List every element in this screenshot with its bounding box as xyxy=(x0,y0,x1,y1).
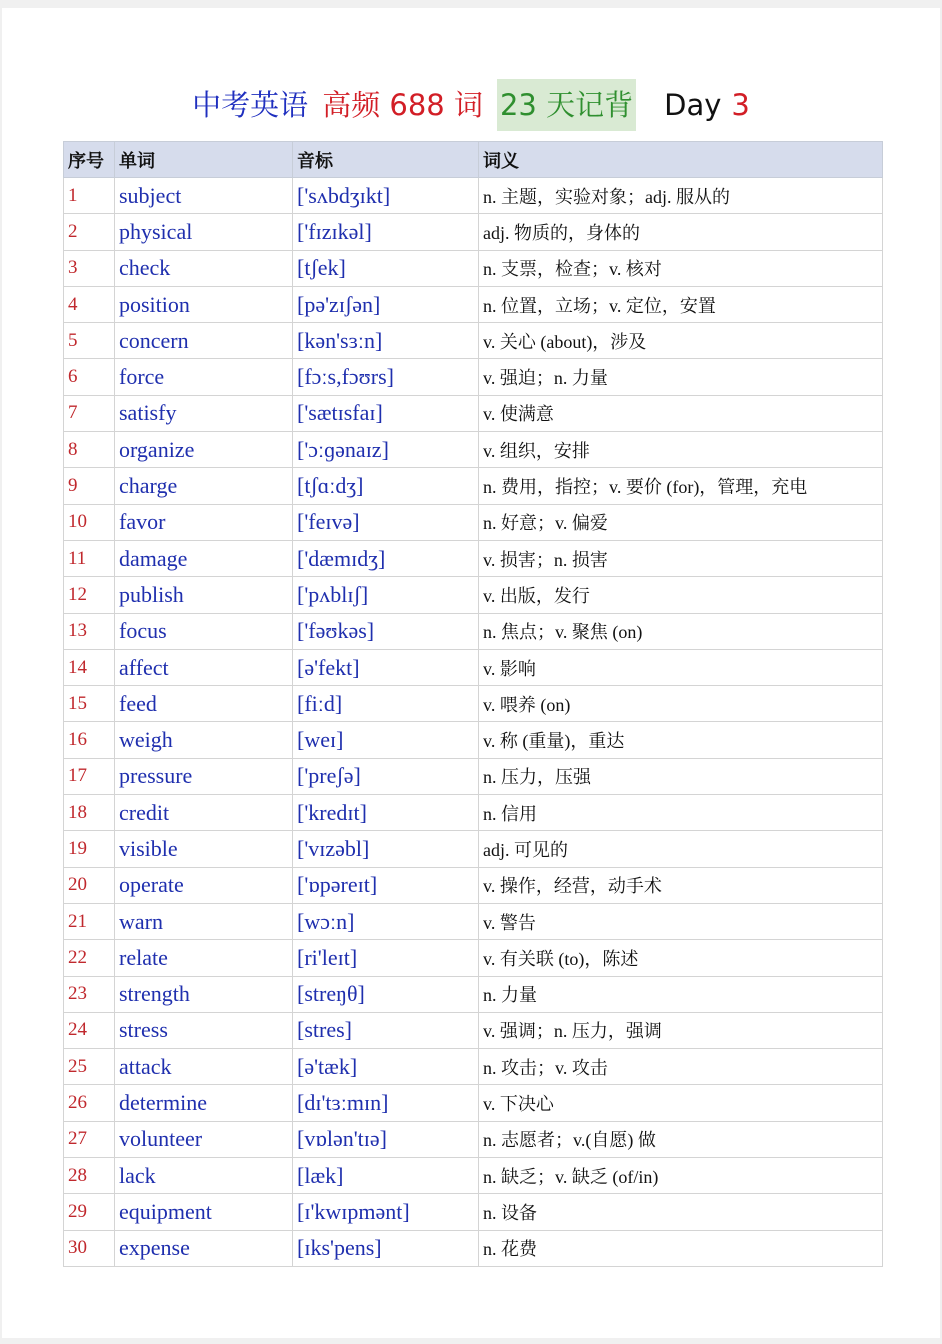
table-row xyxy=(64,1194,883,1230)
row-number: 21 xyxy=(64,903,115,939)
table-row xyxy=(64,1085,883,1121)
row-word: warn xyxy=(115,903,293,939)
page-title xyxy=(0,76,942,134)
row-word: force xyxy=(115,359,293,395)
row-meaning: n. 缺乏；v. 缺乏 (of/in) xyxy=(479,1158,883,1194)
row-number: 11 xyxy=(64,540,115,576)
row-word: check xyxy=(115,250,293,286)
row-meaning: v. 有关联 (to)，陈述 xyxy=(479,940,883,976)
row-phonetic: ['kredɪt] xyxy=(293,795,479,831)
row-number: 1 xyxy=(64,178,115,214)
row-meaning: n. 好意；v. 偏爱 xyxy=(479,504,883,540)
row-meaning: v. 强调；n. 压力，强调 xyxy=(479,1012,883,1048)
row-word: visible xyxy=(115,831,293,867)
row-number: 10 xyxy=(64,504,115,540)
table-row xyxy=(64,867,883,903)
row-number: 29 xyxy=(64,1194,115,1230)
row-word: favor xyxy=(115,504,293,540)
row-number: 13 xyxy=(64,613,115,649)
row-number: 23 xyxy=(64,976,115,1012)
row-phonetic: [fɔːs,fɔʊrs] xyxy=(293,359,479,395)
row-meaning: n. 信用 xyxy=(479,795,883,831)
table-row xyxy=(64,649,883,685)
row-meaning: v. 警告 xyxy=(479,903,883,939)
row-meaning: v. 损害；n. 损害 xyxy=(479,540,883,576)
table-row xyxy=(64,976,883,1012)
title-day-number: 3 xyxy=(731,88,750,122)
table-row xyxy=(64,1012,883,1048)
row-number: 8 xyxy=(64,432,115,468)
row-meaning: v. 关心 (about)，涉及 xyxy=(479,323,883,359)
row-phonetic: ['fɪzɪkəl] xyxy=(293,214,479,250)
row-word: volunteer xyxy=(115,1121,293,1157)
row-phonetic: [læk] xyxy=(293,1158,479,1194)
row-phonetic: [fiːd] xyxy=(293,686,479,722)
row-number: 20 xyxy=(64,867,115,903)
row-number: 12 xyxy=(64,577,115,613)
row-word: strength xyxy=(115,976,293,1012)
row-meaning: n. 费用，指控；v. 要价 (for)，管理，充电 xyxy=(479,468,883,504)
row-meaning: v. 组织，安排 xyxy=(479,432,883,468)
row-phonetic: [wɔːn] xyxy=(293,903,479,939)
row-word: damage xyxy=(115,540,293,576)
row-number: 9 xyxy=(64,468,115,504)
row-word: organize xyxy=(115,432,293,468)
row-word: affect xyxy=(115,649,293,685)
row-meaning: adj. 可见的 xyxy=(479,831,883,867)
table-row xyxy=(64,250,883,286)
row-word: focus xyxy=(115,613,293,649)
row-phonetic: ['fəʊkəs] xyxy=(293,613,479,649)
row-number: 16 xyxy=(64,722,115,758)
row-number: 19 xyxy=(64,831,115,867)
row-meaning: n. 设备 xyxy=(479,1194,883,1230)
row-meaning: v. 出版，发行 xyxy=(479,577,883,613)
table-row xyxy=(64,504,883,540)
header-meaning: 词义 xyxy=(479,142,883,178)
row-meaning: n. 焦点；v. 聚焦 (on) xyxy=(479,613,883,649)
row-meaning: v. 下决心 xyxy=(479,1085,883,1121)
row-word: weigh xyxy=(115,722,293,758)
row-phonetic: ['ɒpəreɪt] xyxy=(293,867,479,903)
table-row xyxy=(64,432,883,468)
table-row xyxy=(64,758,883,794)
row-meaning: v. 强迫；n. 力量 xyxy=(479,359,883,395)
row-meaning: n. 支票，检查；v. 核对 xyxy=(479,250,883,286)
row-number: 17 xyxy=(64,758,115,794)
row-phonetic: [stres] xyxy=(293,1012,479,1048)
table-row xyxy=(64,540,883,576)
row-word: stress xyxy=(115,1012,293,1048)
row-word: subject xyxy=(115,178,293,214)
row-phonetic: ['vɪzəbl] xyxy=(293,831,479,867)
row-phonetic: ['pʌblɪʃ] xyxy=(293,577,479,613)
row-word: relate xyxy=(115,940,293,976)
row-number: 6 xyxy=(64,359,115,395)
row-meaning: n. 位置，立场；v. 定位，安置 xyxy=(479,286,883,322)
row-word: operate xyxy=(115,867,293,903)
row-phonetic: ['sætɪsfaɪ] xyxy=(293,395,479,431)
row-word: lack xyxy=(115,1158,293,1194)
row-phonetic: ['feɪvə] xyxy=(293,504,479,540)
row-number: 5 xyxy=(64,323,115,359)
vocabulary-table xyxy=(63,141,883,1267)
row-phonetic: [kən'sɜːn] xyxy=(293,323,479,359)
row-phonetic: [ri'leɪt] xyxy=(293,940,479,976)
table-row xyxy=(64,1158,883,1194)
table-row xyxy=(64,286,883,322)
row-phonetic: [ə'fekt] xyxy=(293,649,479,685)
row-phonetic: [dɪ'tɜːmɪn] xyxy=(293,1085,479,1121)
table-row xyxy=(64,1121,883,1157)
row-meaning: v. 称 (重量)，重达 xyxy=(479,722,883,758)
table-row xyxy=(64,903,883,939)
row-meaning: v. 操作，经营，动手术 xyxy=(479,867,883,903)
row-number: 30 xyxy=(64,1230,115,1266)
row-number: 18 xyxy=(64,795,115,831)
row-word: charge xyxy=(115,468,293,504)
table-row xyxy=(64,178,883,214)
row-meaning: v. 喂养 (on) xyxy=(479,686,883,722)
row-number: 27 xyxy=(64,1121,115,1157)
row-word: physical xyxy=(115,214,293,250)
row-phonetic: [ɪ'kwɪpmənt] xyxy=(293,1194,479,1230)
row-number: 25 xyxy=(64,1049,115,1085)
row-phonetic: [weɪ] xyxy=(293,722,479,758)
row-word: expense xyxy=(115,1230,293,1266)
table-row xyxy=(64,577,883,613)
row-phonetic: [pə'zɪʃən] xyxy=(293,286,479,322)
row-phonetic: [tʃɑːdʒ] xyxy=(293,468,479,504)
row-word: determine xyxy=(115,1085,293,1121)
row-phonetic: [ə'tæk] xyxy=(293,1049,479,1085)
row-number: 2 xyxy=(64,214,115,250)
title-day-label: Day xyxy=(664,88,722,122)
row-number: 26 xyxy=(64,1085,115,1121)
table-row xyxy=(64,795,883,831)
table-row xyxy=(64,395,883,431)
row-number: 24 xyxy=(64,1012,115,1048)
table-row xyxy=(64,359,883,395)
table-row xyxy=(64,831,883,867)
row-meaning: v. 使满意 xyxy=(479,395,883,431)
row-number: 28 xyxy=(64,1158,115,1194)
table-row xyxy=(64,1230,883,1266)
row-number: 4 xyxy=(64,286,115,322)
title-exam-english: 中考英语 xyxy=(192,88,309,122)
row-number: 22 xyxy=(64,940,115,976)
table-row xyxy=(64,323,883,359)
row-meaning: n. 志愿者；v.(自愿) 做 xyxy=(479,1121,883,1157)
table-row xyxy=(64,214,883,250)
row-meaning: n. 主题，实验对象；adj. 服从的 xyxy=(479,178,883,214)
row-phonetic: [streŋθ] xyxy=(293,976,479,1012)
table-row xyxy=(64,722,883,758)
row-phonetic: [vɒlən'tɪə] xyxy=(293,1121,479,1157)
row-meaning: n. 花费 xyxy=(479,1230,883,1266)
row-phonetic: [tʃek] xyxy=(293,250,479,286)
title-high-frequency: 高频 688 词 xyxy=(322,88,483,122)
row-word: credit xyxy=(115,795,293,831)
table-row xyxy=(64,468,883,504)
table-row xyxy=(64,613,883,649)
header-word: 单词 xyxy=(115,142,293,178)
row-phonetic: ['dæmɪdʒ] xyxy=(293,540,479,576)
row-phonetic: ['preʃə] xyxy=(293,758,479,794)
row-word: attack xyxy=(115,1049,293,1085)
row-word: pressure xyxy=(115,758,293,794)
table-row xyxy=(64,686,883,722)
row-word: publish xyxy=(115,577,293,613)
row-phonetic: ['ɔːɡənaɪz] xyxy=(293,432,479,468)
table-header-row xyxy=(64,142,883,178)
row-word: satisfy xyxy=(115,395,293,431)
row-meaning: adj. 物质的，身体的 xyxy=(479,214,883,250)
row-number: 15 xyxy=(64,686,115,722)
row-word: equipment xyxy=(115,1194,293,1230)
table-row xyxy=(64,940,883,976)
row-meaning: n. 攻击；v. 攻击 xyxy=(479,1049,883,1085)
row-meaning: n. 压力，压强 xyxy=(479,758,883,794)
row-word: feed xyxy=(115,686,293,722)
row-word: concern xyxy=(115,323,293,359)
row-number: 3 xyxy=(64,250,115,286)
row-meaning: n. 力量 xyxy=(479,976,883,1012)
title-days-plan: 23 天记背 xyxy=(497,79,636,131)
header-phonetic: 音标 xyxy=(293,142,479,178)
header-number: 序号 xyxy=(64,142,115,178)
row-word: position xyxy=(115,286,293,322)
row-meaning: v. 影响 xyxy=(479,649,883,685)
row-phonetic: ['sʌbdʒɪkt] xyxy=(293,178,479,214)
row-phonetic: [ɪks'pens] xyxy=(293,1230,479,1266)
row-number: 7 xyxy=(64,395,115,431)
table-row xyxy=(64,1049,883,1085)
row-number: 14 xyxy=(64,649,115,685)
